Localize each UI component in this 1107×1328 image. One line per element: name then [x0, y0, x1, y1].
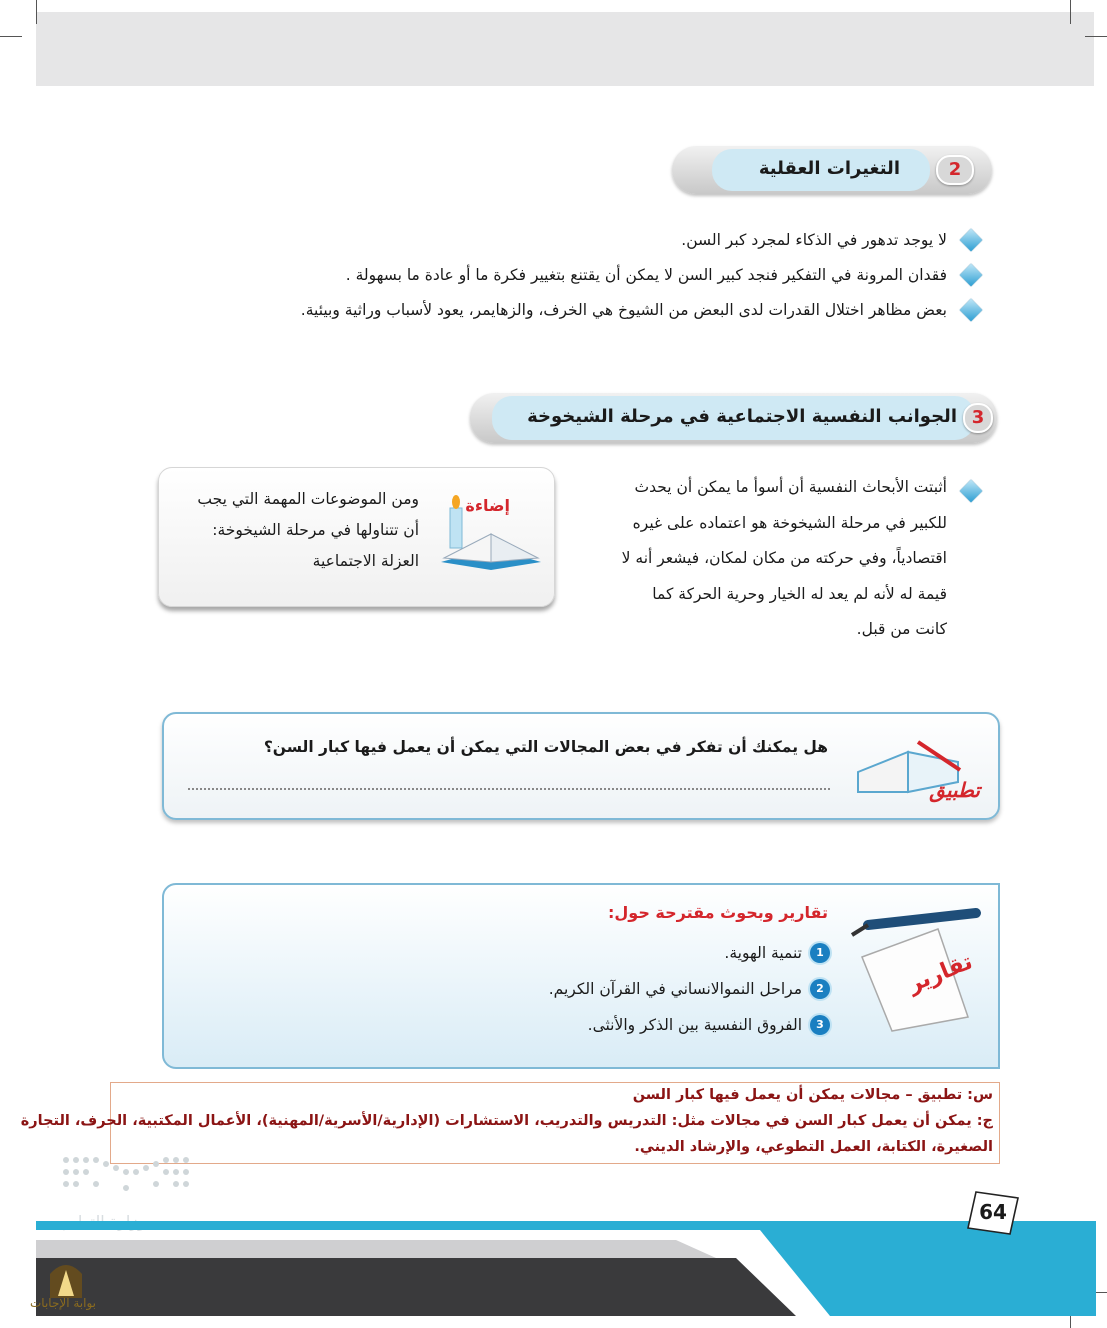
list-item: 3 الفروق النفسية بين الذكر والأنثى. [549, 1007, 830, 1043]
section-title: الجوانب النفسية الاجتماعية في مرحلة الشيخوخة [527, 406, 957, 427]
body-paragraph: أثبتت الأبحاث النفسية أن أسوأ ما يمكن أن يحدث للكبير في مرحلة الشيخوخة هو اعتماده على غيره اقتصادياً، وفي حركته من مكان لمكان، فيشعر أنه لا قيمة له لأنه لم يعد له الخيار وحرية الحركة كما كانت من قبل. [621, 478, 947, 638]
page-number-box [966, 1188, 1020, 1236]
diamond-bullet-icon [960, 298, 983, 321]
footer-stripe [36, 1240, 716, 1258]
section-2-header [672, 146, 992, 194]
crop-mark [1070, 0, 1071, 24]
exercise-question: هل يمكنك أن تفكر في بعض المجالات التي يمكن أن يعمل فيها كبار السن؟ [263, 738, 828, 756]
tatbiq-exercise-box [162, 712, 1000, 820]
reports-box [162, 883, 1000, 1069]
idaa-text: ومن الموضوعات المهمة التي يجب أن تتناولها في مرحلة الشيخوخة: العزلة الاجتماعية [197, 490, 419, 570]
crop-mark [1085, 36, 1107, 37]
reports-list [549, 935, 830, 1043]
crop-mark [0, 36, 22, 37]
bullet-list [165, 222, 985, 327]
diamond-bullet-icon [960, 480, 983, 503]
page-number: 64 [979, 1200, 1007, 1224]
list-item: 1 تنمية الهوية. [549, 935, 830, 971]
answer-text: ج: يمكن أن يعمل كبار السن في مجالات مثل: التدريس والتدريب، الاستشارات (الإدارية/الأسرية/المهنية)، الأعمال المكتبية، الحرف، التجارة [20, 1113, 993, 1129]
top-banner [36, 12, 1094, 86]
idaa-label: إضاءة [465, 496, 510, 515]
diamond-bullet-icon [960, 263, 983, 286]
tatbiq-label: تطبيق [929, 778, 980, 802]
reports-label: تقارير [904, 949, 977, 998]
portal-logo-icon [44, 1256, 88, 1300]
list-item: 2 مراحل النموالانساني في القرآن الكريم. [549, 971, 830, 1007]
portal-name: بوابة الإجابات [30, 1296, 97, 1310]
list-item: لا يوجد تدهور في الذكاء لمجرد كبر السن. [165, 222, 985, 257]
ministry-logo-icon [62, 1154, 198, 1200]
reports-title: تقارير وبحوث مقترحة حول: [608, 903, 828, 922]
section-number: 2 [936, 155, 974, 185]
footer-band [760, 1230, 1096, 1316]
list-item: فقدان المرونة في التفكير فنجد كبير السن لا يمكن أن يقتنع بتغيير فكرة ما أو عادة ما بسهولة . [165, 257, 985, 292]
section-3-header [470, 393, 997, 443]
idaa-callout-box [158, 467, 555, 607]
answer-dotted-line[interactable] [188, 788, 830, 790]
crop-mark [36, 0, 37, 24]
section-number: 3 [963, 403, 993, 433]
answer-text: الصغيرة، الكتابة، العمل التطوعي، والإرشاد الديني. [634, 1139, 993, 1155]
footer-stripe [36, 1221, 1096, 1230]
answer-question: س: تطبيق – مجالات يمكن أن يعمل فيها كبار السن [632, 1087, 993, 1103]
section-title: التغيرات العقلية [758, 158, 900, 179]
answer-box [20, 1082, 1000, 1164]
diamond-bullet-icon [960, 228, 983, 251]
list-item: بعض مظاهر اختلال القدرات لدى البعض من الشيوخ هي الخرف، والزهايمر، يعود لأسباب وراثية وبيئية. [165, 292, 985, 327]
footer-band [36, 1258, 796, 1316]
